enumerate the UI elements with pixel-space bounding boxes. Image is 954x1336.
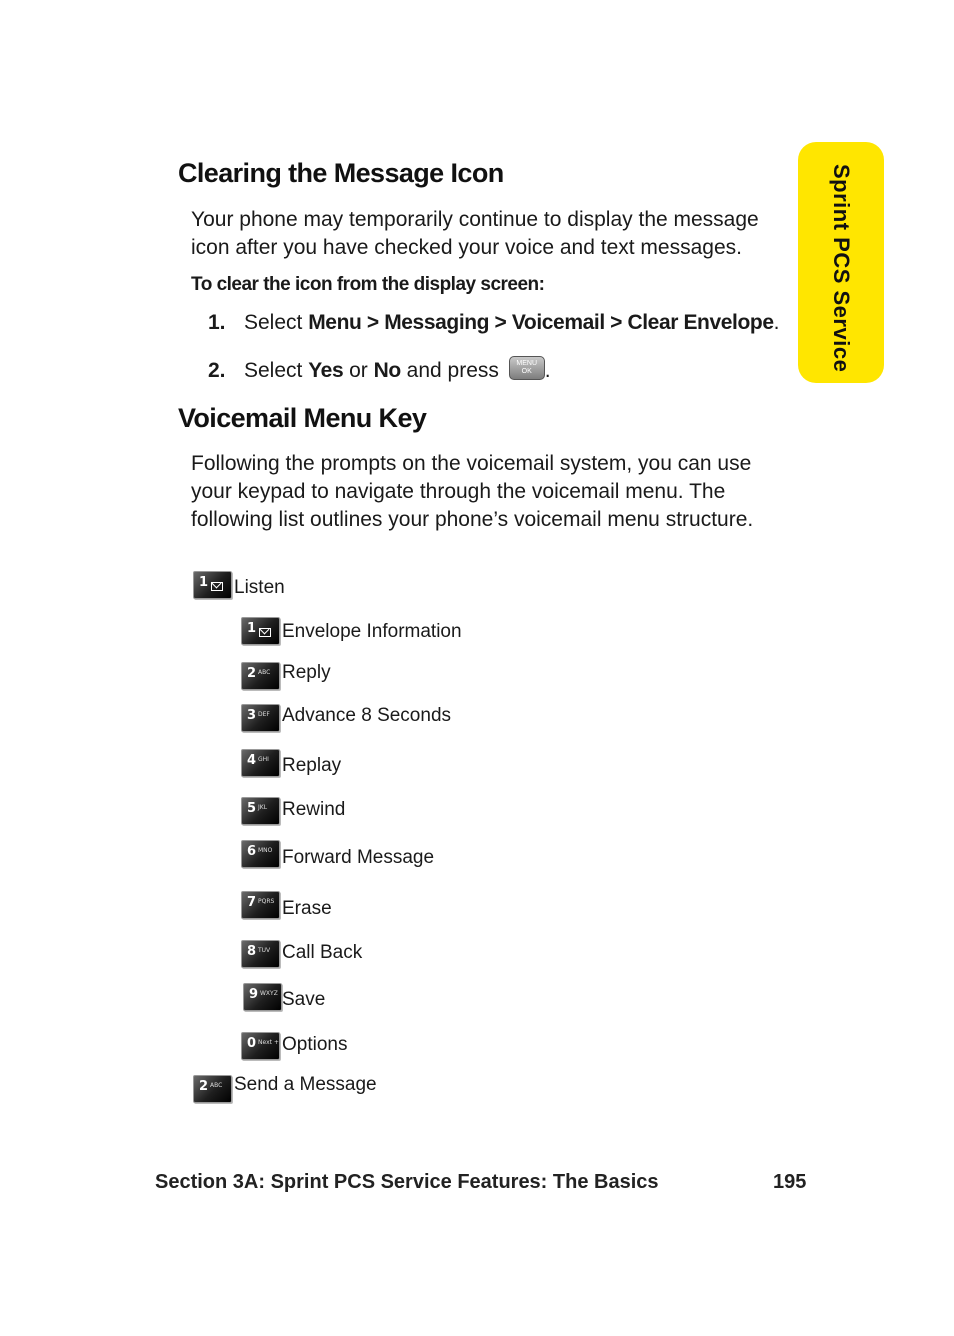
step-number: 1.	[208, 311, 226, 334]
key-9-icon	[243, 983, 282, 1011]
key-digit: 1	[199, 575, 209, 590]
key-digit: 5	[247, 801, 257, 816]
key-letters: ABC	[210, 1082, 223, 1089]
step-number: 2.	[208, 359, 226, 382]
key-6-icon	[241, 840, 280, 868]
section-side-tab	[798, 142, 884, 383]
key-letters: Next +	[258, 1039, 279, 1046]
key-digit: 2	[199, 1079, 209, 1094]
instructions-subhead: To clear the icon from the display screen:	[191, 274, 545, 295]
key-digit: 1	[247, 621, 257, 636]
section-title-clearing-icon: Clearing the Message Icon	[178, 158, 504, 188]
key-8-icon	[241, 940, 280, 968]
menu-item-send-a-message: Send a Message	[234, 1074, 377, 1095]
key-7-icon	[241, 891, 280, 919]
section1-body: Your phone may temporarily continue to display the message icon after you have checked your voice and text messages.	[191, 208, 759, 259]
menu-path-messaging: Messaging	[384, 311, 490, 334]
menu-item-options: Options	[282, 1034, 348, 1055]
menu-path-menu: Menu	[308, 311, 362, 334]
step-verb: Select	[244, 359, 303, 382]
ok-key-label: OK	[521, 368, 532, 375]
key-letters: GHI	[258, 756, 269, 763]
option-no: No	[373, 359, 401, 382]
key-2-icon	[193, 1075, 232, 1103]
key-letters: TUV	[258, 947, 271, 954]
menu-item-save: Save	[282, 989, 326, 1010]
envelope-glyph	[259, 628, 271, 637]
page-number: 195	[773, 1171, 807, 1193]
step-and-press: and press	[406, 359, 499, 382]
menu-item-erase: Erase	[282, 898, 332, 919]
menu-item-replay: Replay	[282, 755, 342, 776]
path-separator: >	[361, 311, 385, 334]
menu-item-advance-8-seconds: Advance 8 Seconds	[282, 705, 452, 726]
step-2	[208, 356, 551, 383]
menu-item-call-back: Call Back	[282, 942, 363, 963]
key-digit: 3	[247, 708, 257, 723]
key-digit: 4	[247, 753, 257, 768]
key-letters: DEF	[258, 711, 270, 718]
envelope-icon	[241, 617, 280, 645]
envelope-icon	[193, 571, 232, 599]
step-end: .	[773, 311, 780, 334]
path-separator: >	[489, 311, 512, 334]
menu-item-listen: Listen	[234, 577, 285, 598]
step-or: or	[349, 359, 368, 382]
key-2-icon	[241, 662, 280, 690]
key-letters: MNO	[258, 847, 273, 854]
menu-ok-key-icon	[509, 356, 545, 380]
step-1	[208, 311, 779, 335]
step-end: .	[544, 359, 551, 382]
section2-body: Following the prompts on the voicemail system, you can use your keypad to navigate through the voicemail menu. The following list outlines your phone’s voicemail menu structure.	[191, 452, 754, 531]
path-separator: >	[604, 311, 628, 334]
key-letters: ABC	[258, 669, 271, 676]
key-digit: 6	[247, 844, 257, 859]
menu-item-rewind: Rewind	[282, 799, 346, 820]
option-yes: Yes	[308, 359, 344, 382]
key-digit: 0	[247, 1036, 257, 1051]
key-digit: 8	[247, 944, 257, 959]
key-3-icon	[241, 704, 280, 732]
menu-item-reply: Reply	[282, 662, 331, 683]
key-4-icon	[241, 749, 280, 777]
key-digit: 7	[247, 895, 257, 910]
footer-section-title: Section 3A: Sprint PCS Service Features: The Basics	[155, 1171, 659, 1193]
menu-path-clear-envelope: Clear Envelope	[627, 311, 774, 334]
section-title-voicemail-menu-key: Voicemail Menu Key	[178, 403, 427, 433]
step-verb: Select	[244, 311, 303, 334]
menu-path-voicemail: Voicemail	[511, 311, 605, 334]
key-5-icon	[241, 797, 280, 825]
envelope-glyph	[211, 582, 223, 591]
menu-item-forward-message: Forward Message	[282, 847, 435, 868]
key-letters: WXYZ	[260, 990, 278, 997]
key-letters: JKL	[258, 804, 268, 811]
menu-key-label: MENU	[516, 360, 538, 367]
key-0-icon	[241, 1032, 280, 1060]
key-digit: 9	[249, 987, 259, 1002]
key-digit: 2	[247, 666, 257, 681]
side-tab-label: Sprint PCS Service	[829, 164, 854, 373]
key-letters: PQRS	[258, 898, 275, 905]
menu-item-envelope-information: Envelope Information	[282, 621, 462, 642]
